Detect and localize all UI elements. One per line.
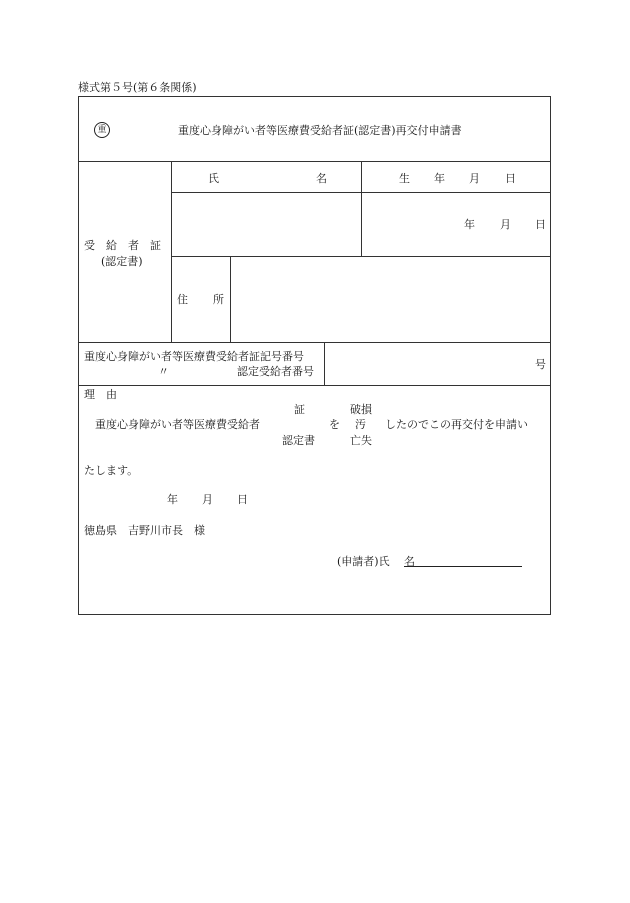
form-number: 様式第５号(第６条関係) <box>78 81 197 94</box>
name-header-2: 名 <box>316 172 327 185</box>
recipient-label: 受 給 者 証 <box>84 239 161 252</box>
address-label-1: 住 <box>177 293 188 306</box>
reason-line-suffix: したのでこの再交付を申請い <box>385 418 528 431</box>
applicant-label: (申請者)氏 <box>337 555 390 568</box>
divider <box>361 161 362 256</box>
stamp-icon: 重 <box>94 122 110 138</box>
reason-continuation: たします。 <box>84 464 139 477</box>
applicant-name-label: 名 <box>404 555 415 568</box>
address-field[interactable] <box>231 257 550 341</box>
reason-status-damaged: 破損 <box>350 403 372 416</box>
addressee: 徳島県 吉野川市長 様 <box>84 524 205 537</box>
reason-option-recognition: 認定書 <box>282 434 315 447</box>
ditto-mark: 〃 <box>158 365 169 378</box>
birth-month: 月 <box>500 218 511 231</box>
name-field[interactable] <box>172 193 360 255</box>
number-suffix: 号 <box>535 358 546 371</box>
address-label-2: 所 <box>213 293 224 306</box>
divider <box>78 161 551 162</box>
reason-particle: を <box>329 418 340 431</box>
birth-header-2: 年 <box>434 172 445 185</box>
reason-status-soiled: 汚 <box>355 418 366 431</box>
number-label: 重度心身障がい者等医療費受給者証記号番号 <box>84 350 304 363</box>
form-title: 重度心身障がい者等医療費受給者証(認定書)再交付申請書 <box>178 124 462 137</box>
birth-header-4: 日 <box>505 172 516 185</box>
birth-year: 年 <box>464 218 475 231</box>
birth-header-1: 生 <box>399 172 410 185</box>
number-label-2: 認定受給者番号 <box>237 365 314 378</box>
reason-line-prefix: 重度心身障がい者等医療費受給者 <box>95 418 260 431</box>
name-header-1: 氏 <box>208 172 219 185</box>
birth-header-3: 月 <box>469 172 480 185</box>
recipient-sublabel: (認定書) <box>101 255 143 268</box>
application-day: 日 <box>237 493 248 506</box>
reason-option-cert: 証 <box>294 403 305 416</box>
signature-line[interactable] <box>404 566 522 567</box>
reason-status-lost: 亡失 <box>350 434 372 447</box>
divider <box>324 342 325 385</box>
divider <box>78 342 551 343</box>
birth-day: 日 <box>535 218 546 231</box>
application-month: 月 <box>202 493 213 506</box>
application-year: 年 <box>167 493 178 506</box>
reason-heading: 理 由 <box>84 388 117 401</box>
divider <box>78 385 551 386</box>
